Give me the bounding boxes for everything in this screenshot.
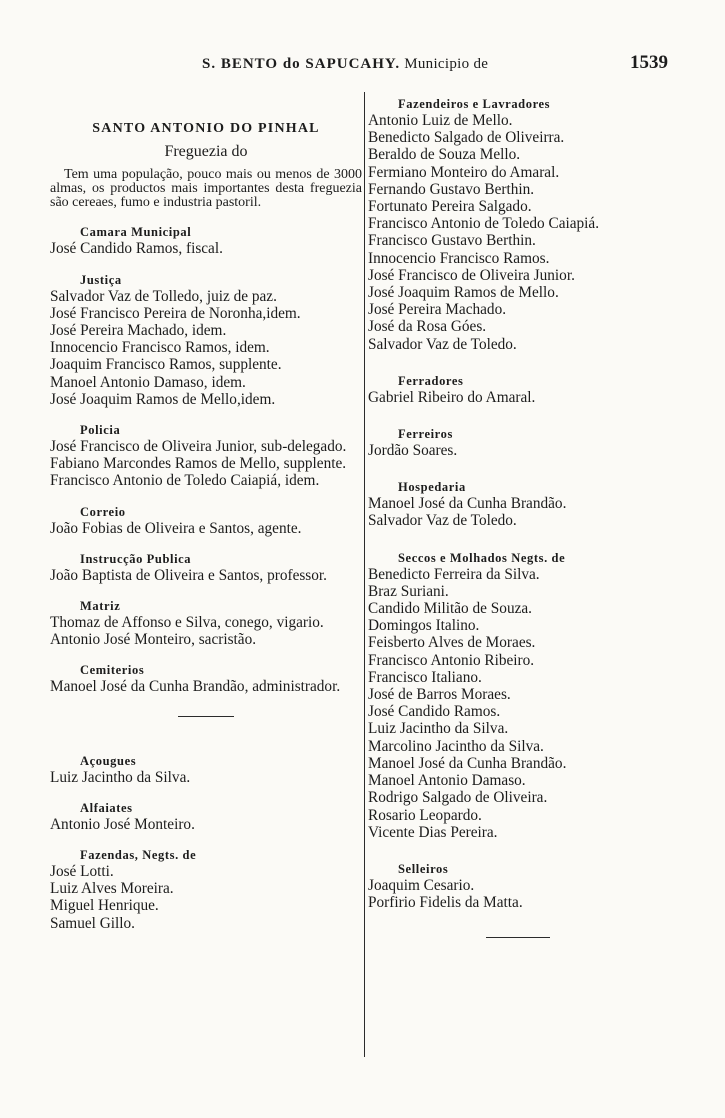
directory-entry: José Francisco Pereira de Noronha,idem. (50, 304, 301, 322)
directory-entry: Francisco Antonio Ribeiro. (368, 651, 535, 669)
directory-entry: Manoel José da Cunha Brandão, administrador. (50, 678, 341, 696)
directory-entry: Vicente Dias Pereira. (368, 823, 498, 841)
directory-entry: João Baptista de Oliveira e Santos, professor. (50, 566, 327, 584)
directory-entry: Beraldo de Souza Mello. (368, 146, 521, 164)
directory-entry: Feisberto Alves de Moraes. (368, 634, 536, 652)
directory-entry: Francisco Gustavo Berthin. (368, 232, 536, 250)
directory-entry: Fernando Gustavo Berthin. (368, 180, 535, 198)
directory-entry: Luiz Jacintho da Silva. (368, 720, 509, 738)
directory-entry: Francisco Italiano. (368, 668, 482, 686)
directory-entry: Benedicto Salgado de Oliveirra. (368, 129, 565, 147)
directory-entry: José Pereira Machado, idem. (50, 322, 227, 340)
section-heading-ferreiros: Ferreiros (398, 427, 453, 442)
section-heading-matriz: Matriz (80, 599, 121, 614)
directory-entry: Samuel Gillo. (50, 914, 135, 932)
section-heading-justica: Justiça (80, 272, 122, 287)
section-heading-correio: Correio (80, 504, 126, 519)
left-column (50, 96, 362, 932)
running-title-town: S. BENTO do SAPUCAHY. (202, 56, 401, 72)
running-title (202, 56, 488, 73)
directory-entry: Braz Suriani. (368, 582, 449, 600)
directory-entry: Joaquim Cesario. (368, 876, 475, 894)
directory-entry: Salvador Vaz de Toledo. (368, 335, 517, 353)
section-heading-alfaiates: Alfaiates (80, 800, 133, 815)
directory-entry: Innocencio Francisco Ramos, idem. (50, 339, 270, 357)
directory-entry: Luiz Alves Moreira. (50, 880, 174, 898)
directory-entry: Antonio Luiz de Mello. (368, 112, 513, 129)
directory-entry: José Joaquim Ramos de Mello,idem. (50, 390, 276, 408)
directory-entry: Thomaz de Affonso e Silva, conego, vigario. (50, 614, 324, 632)
directory-entry: Francisco Antonio de Toledo Caiapiá. (368, 215, 600, 233)
directory-entry: Fabiano Marcondes Ramos de Mello, supplente. (50, 455, 347, 473)
directory-entry: José Lotti. (50, 863, 114, 881)
section-heading-hospedaria: Hospedaria (398, 480, 466, 495)
directory-entry: José Francisco de Oliveira Junior. (368, 266, 575, 284)
section-heading-instruccao-publica: Instrucção Publica (80, 551, 192, 566)
directory-entry: Candido Militão de Souza. (368, 600, 532, 618)
directory-entry: Francisco Antonio de Toledo Caiapiá, idem. (50, 472, 320, 490)
directory-entry: Innocencio Francisco Ramos. (368, 249, 550, 267)
section-heading-seccos-e-molhados-negts-de: Seccos e Molhados Negts. de (398, 550, 566, 565)
directory-entry: Luiz Jacintho da Silva. (50, 768, 191, 786)
directory-entry: José da Rosa Góes. (368, 318, 487, 336)
right-sections (368, 96, 668, 911)
directory-entry: Marcolino Jacintho da Silva. (368, 737, 544, 755)
section-heading-selleiros: Selleiros (398, 861, 449, 876)
directory-entry: Manoel José da Cunha Brandão. (368, 754, 567, 772)
section-heading-policia: Policia (80, 423, 121, 438)
directory-entry: José Candido Ramos. (368, 703, 501, 721)
section-heading-acougues: Açougues (80, 753, 137, 768)
directory-entry: José Candido Ramos, fiscal. (50, 240, 223, 258)
parish-subtitle: Freguezia do (164, 143, 248, 161)
right-column (368, 96, 668, 974)
section-rule (178, 716, 234, 717)
parish-intro: Tem uma população, pouco mais ou menos de 3000 almas, os productos mais importantes desta freguezia são cereaes, fumo e industria pastoril. (50, 167, 362, 211)
closing-rule (486, 937, 550, 938)
page-number: 1539 (630, 52, 668, 73)
directory-entry: Joaquim Francisco Ramos, supplente. (50, 356, 282, 374)
directory-entry: Gabriel Ribeiro do Amaral. (368, 388, 536, 406)
directory-entry: José Joaquim Ramos de Mello. (368, 284, 559, 302)
directory-entry: Manoel Antonio Damaso, idem. (50, 373, 246, 391)
directory-entry: Fermiano Monteiro do Amaral. (368, 163, 560, 181)
directory-entry: Manoel Antonio Damaso. (368, 772, 526, 790)
directory-entry: Benedicto Ferreira da Silva. (368, 565, 540, 583)
left-sections-after-rule (50, 753, 362, 932)
section-heading-cemiterios: Cemiterios (80, 663, 145, 678)
directory-entry: José Pereira Machado. (368, 301, 507, 319)
directory-entry: Salvador Vaz de Tolledo, juiz de paz. (50, 287, 277, 305)
running-header (0, 52, 725, 78)
directory-entry: Fortunato Pereira Salgado. (368, 198, 532, 216)
directory-entry: Domingos Italino. (368, 617, 480, 635)
section-heading-fazendeiros-e-lavradores: Fazendeiros e Lavradores (398, 97, 551, 111)
left-sections (50, 224, 362, 695)
section-heading-fazendas-negts-de: Fazendas, Negts. de (80, 848, 197, 863)
section-heading-camara-municipal: Camara Municipal (80, 225, 192, 240)
parish-title: SANTO ANTONIO DO PINHAL (92, 121, 320, 136)
column-divider (364, 92, 365, 1057)
directory-entry: Rodrigo Salgado de Oliveira. (368, 789, 548, 807)
directory-entry: Antonio José Monteiro, sacristão. (50, 631, 257, 649)
directory-entry: João Fobias de Oliveira e Santos, agente. (50, 519, 302, 537)
running-title-rest: Municipio de (404, 56, 489, 72)
directory-entry: Porfirio Fidelis da Matta. (368, 894, 523, 912)
directory-entry: Miguel Henrique. (50, 897, 159, 915)
directory-entry: José de Barros Moraes. (368, 686, 511, 704)
directory-entry: Manoel José da Cunha Brandão. (368, 495, 567, 513)
directory-entry: José Francisco de Oliveira Junior, sub-delegado. (50, 438, 347, 456)
directory-entry: Salvador Vaz de Toledo. (368, 512, 517, 530)
section-heading-ferradores: Ferradores (398, 373, 464, 388)
directory-entry: Jordão Soares. (368, 442, 458, 460)
directory-entry: Rosario Leopardo. (368, 806, 482, 824)
directory-entry: Antonio José Monteiro. (50, 815, 195, 833)
